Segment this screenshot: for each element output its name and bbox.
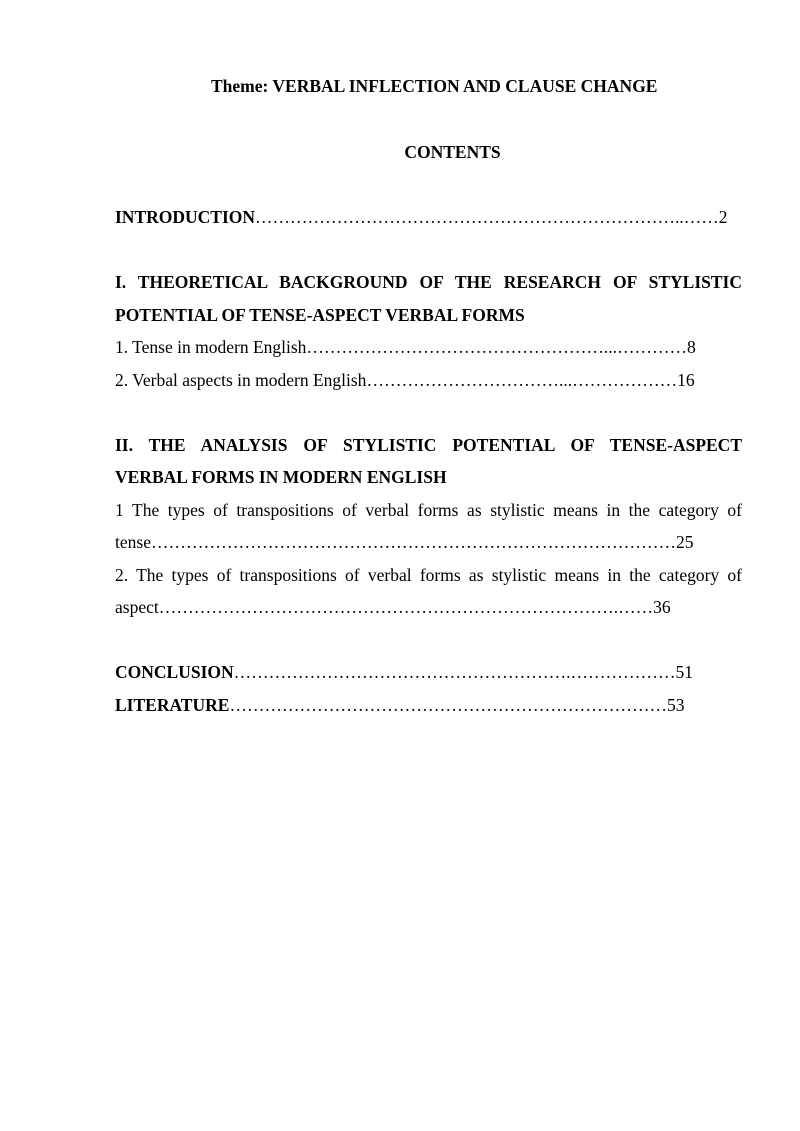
toc-entry-label: INTRODUCTION <box>115 207 256 227</box>
toc-entry-transpositions-aspect-line1: 2. The types of transpositions of verbal forms as stylistic means in the category of <box>115 564 742 585</box>
toc-leader: ……………………………………………...………… <box>306 337 688 357</box>
theme-title: Theme: VERBAL INFLECTION AND CLAUSE CHANGE <box>211 76 658 96</box>
spacer <box>115 628 742 661</box>
toc-page-number: 25 <box>675 532 694 552</box>
toc-leader: ………………………………………………….……………… <box>233 662 676 682</box>
spacer <box>115 400 742 433</box>
toc-leader: ………………………………………………………………… <box>229 694 667 715</box>
chapter2-title-line1: II. THE ANALYSIS OF STYLISTIC POTENTIAL OF TENSE-ASPECT <box>115 434 742 455</box>
chapter1-title-line2: POTENTIAL OF TENSE-ASPECT VERBAL FORMS <box>115 304 525 325</box>
toc-entry-label: 1. Tense in modern English <box>115 337 307 357</box>
toc-entry-transpositions-tense-line2 <box>115 530 742 563</box>
toc-leader: ………………………………………………………………..…… <box>255 207 719 227</box>
toc-page-number: 8 <box>687 337 696 357</box>
toc-page-number: 2 <box>718 207 728 227</box>
toc-entry-conclusion <box>115 660 742 693</box>
toc-entry-transpositions-aspect-line2 <box>115 595 742 628</box>
toc-leader: ……………………………………………………………………………… <box>150 532 676 552</box>
chapter2-title-line2: VERBAL FORMS IN MODERN ENGLISH <box>115 467 447 487</box>
toc-page-number: 53 <box>666 694 685 715</box>
toc-entry-literature <box>115 693 742 726</box>
toc-entry-label: LITERATURE <box>115 694 230 715</box>
toc-leader: ……………………………...……………… <box>366 369 678 390</box>
toc-entry-label: aspect <box>115 597 159 617</box>
contents-heading: CONTENTS <box>404 142 501 162</box>
chapter1-title-line1: I. THEORETICAL BACKGROUND OF THE RESEARCH OF STYLISTIC <box>115 272 742 292</box>
toc-page-number: 36 <box>653 597 671 617</box>
toc-entry-transpositions-tense-line1: 1 The types of transpositions of verbal forms as stylistic means in the category of <box>115 499 742 520</box>
toc-entry-aspects <box>115 368 742 401</box>
spacer <box>115 238 742 271</box>
toc-entry-tense <box>115 335 742 368</box>
toc-page-number: 51 <box>675 662 694 682</box>
toc-entry-label: CONCLUSION <box>115 662 234 682</box>
table-of-contents <box>115 205 742 725</box>
toc-page-number: 16 <box>677 369 695 390</box>
toc-entry-introduction <box>115 205 742 238</box>
toc-entry-label: 2. Verbal aspects in modern English <box>115 369 367 390</box>
toc-leader: …………………………………………………………………….…… <box>158 597 654 617</box>
toc-entry-label: tense <box>115 532 151 552</box>
